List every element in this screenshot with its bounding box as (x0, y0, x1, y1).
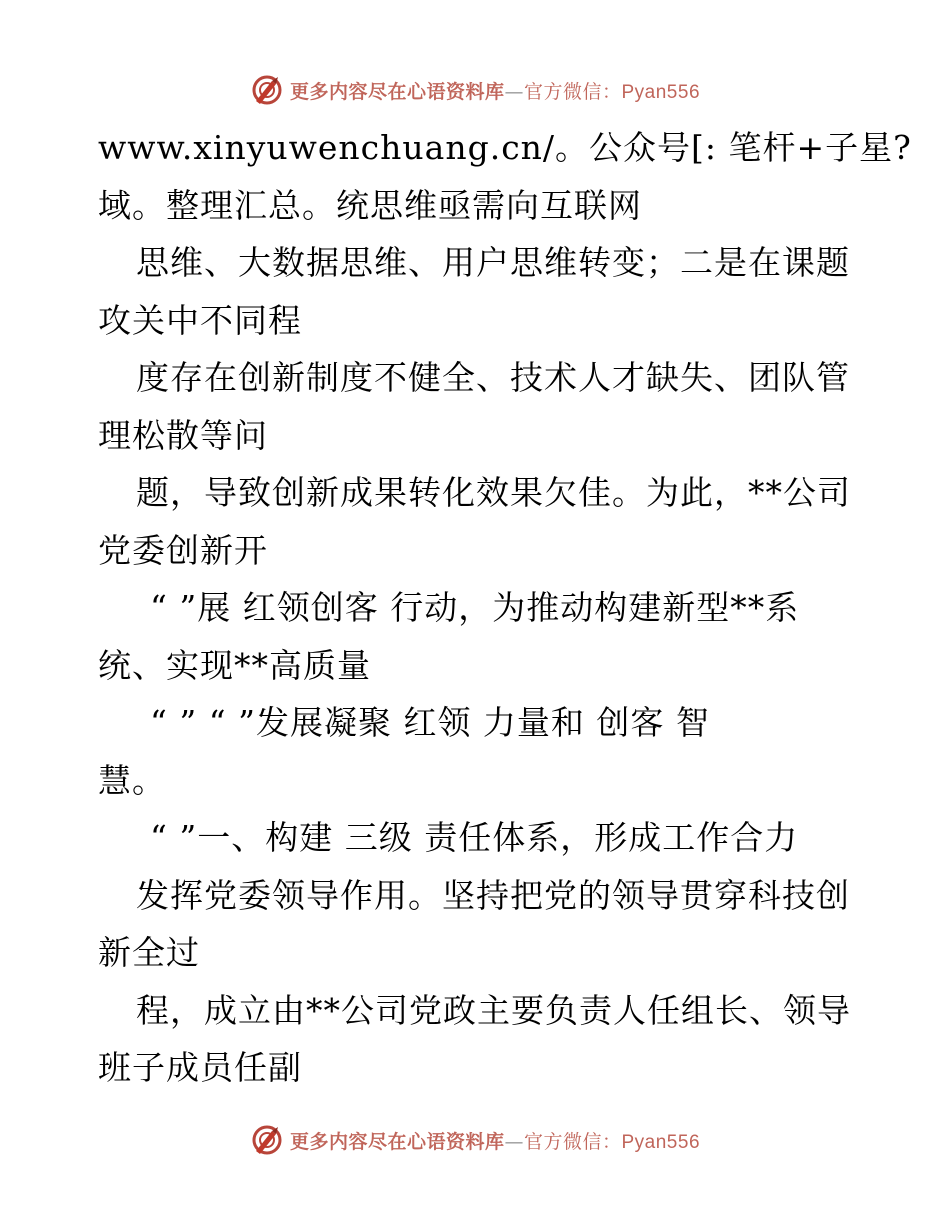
pen-logo-icon (250, 1123, 284, 1157)
text-line: 班子成员任副 (98, 1048, 302, 1087)
header-banner-inner (250, 73, 700, 107)
banner-dash: — (504, 80, 524, 103)
banner-wechat-account: Pyan556 (621, 81, 701, 103)
banner-site-name: 更多内容尽在心语资料库 (289, 80, 505, 103)
text-line: 理松散等问 (98, 415, 268, 455)
document-body (98, 124, 912, 1102)
text-line: “ ”展 红领创客 行动，为推动构建新型**系 (150, 588, 800, 627)
banner-wechat-label: 官方微信： (523, 80, 622, 103)
banner-site-name: 更多内容尽在心语资料库 (289, 1130, 505, 1153)
text-line: 统、实现**高质量 (98, 645, 371, 685)
pen-logo-icon (250, 73, 284, 107)
banner-wechat-account: Pyan556 (621, 1131, 701, 1153)
text-line: 域。整理汇总。统思维亟需向互联网 (98, 185, 642, 225)
header-banner-text (290, 77, 700, 104)
footer-banner-text (290, 1127, 700, 1154)
text-line: “ ”一、构建 三级 责任体系，形成工作合力 (150, 818, 799, 857)
text-line: 攻关中不同程 (98, 300, 302, 340)
banner-wechat-label: 官方微信： (523, 1130, 622, 1153)
footer-banner-inner (250, 1123, 700, 1157)
text-line: 发挥党委领导作用。坚持把党的领导贯穿科技创 (136, 875, 850, 915)
text-line: 程，成立由**公司党政主要负责人任组长、领导 (136, 990, 851, 1030)
banner-dash: — (504, 1130, 524, 1153)
text-line: 思维、大数据思维、用户思维转变；二是在课题 (136, 243, 850, 282)
text-line: 度存在创新制度不健全、技术人才缺失、团队管 (136, 358, 850, 397)
text-line: 党委创新开 (98, 530, 268, 570)
text-line: 新全过 (98, 933, 200, 972)
footer-banner (0, 1120, 950, 1160)
header-banner (0, 70, 950, 110)
text-line: “ ” “ ”发展凝聚 红领 力量和 创客 智 (150, 703, 710, 742)
text-line: www.xinyuwenchuang.cn/。公众号[: 笔杆+子星? (98, 128, 912, 167)
text-line: 慧。 (98, 760, 166, 800)
text-line: 题，导致创新成果转化效果欠佳。为此，**公司 (136, 473, 851, 512)
